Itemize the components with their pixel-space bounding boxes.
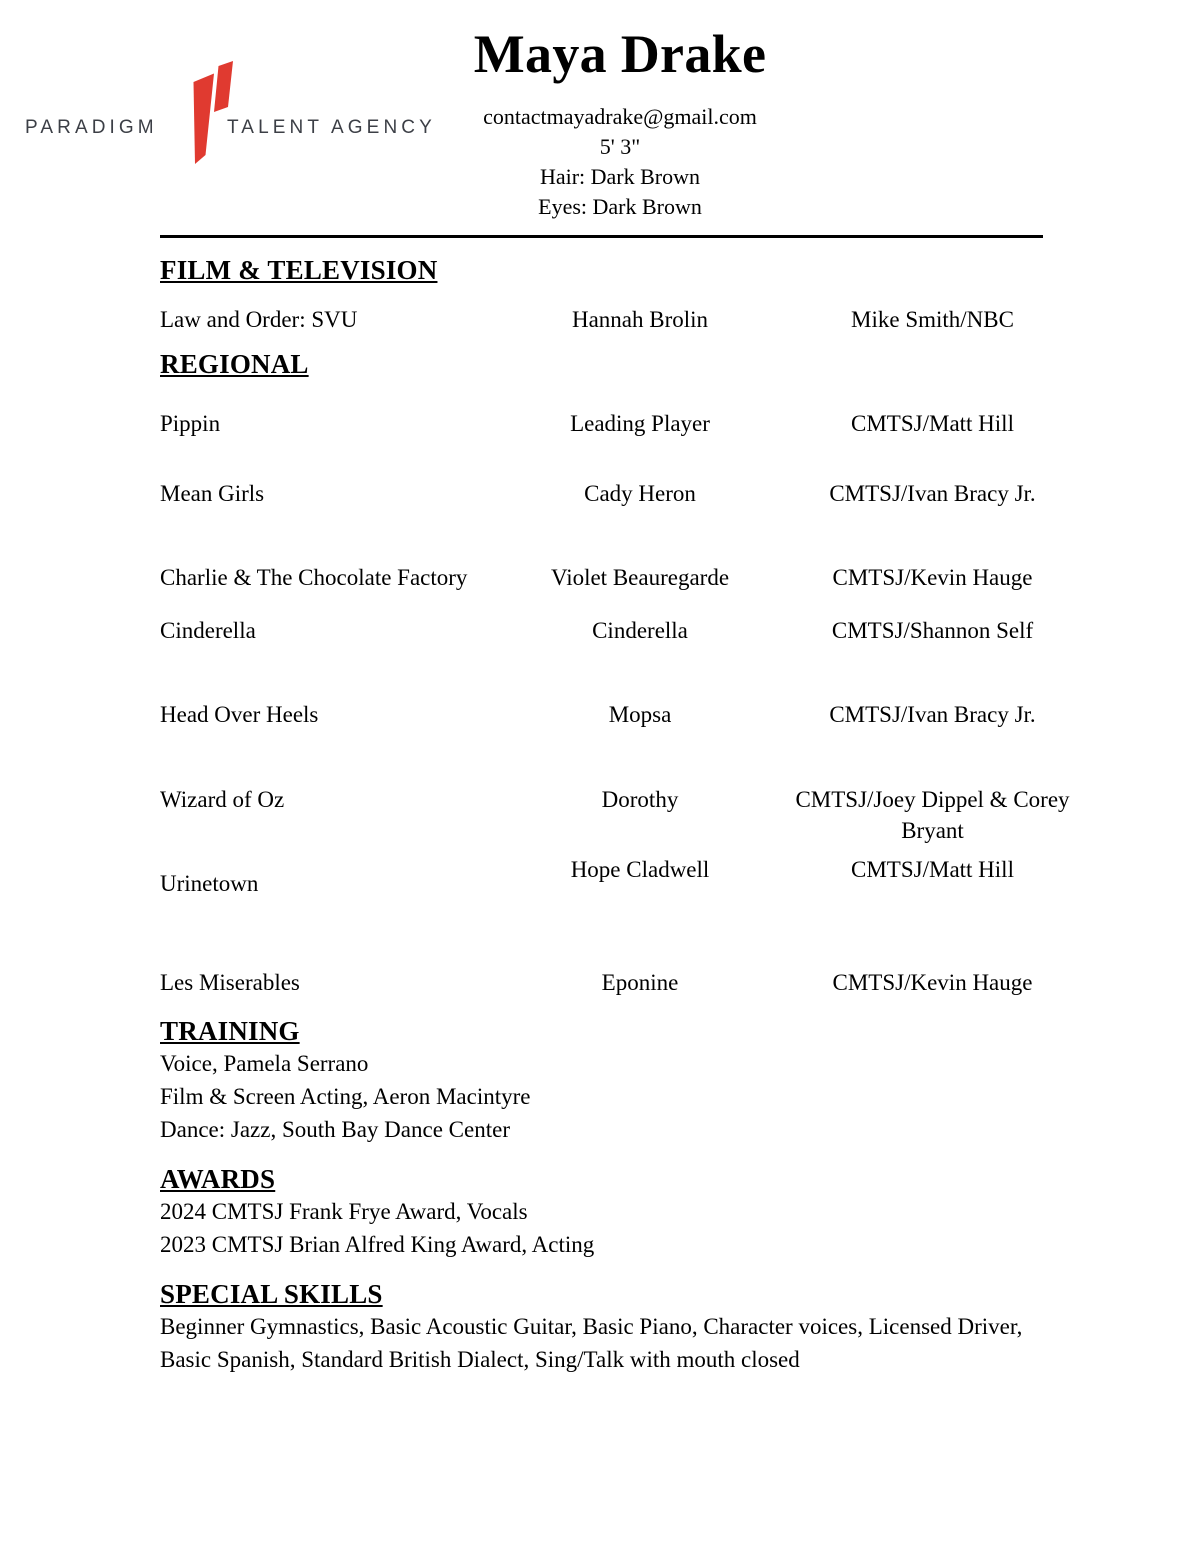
special-skills-body: Beginner Gymnastics, Basic Acoustic Guitar, Basic Piano, Character voices, Licensed Driver, Basic Spanish, Standard British Dialect, Sing/Talk with mouth closed [160, 1314, 1023, 1372]
credit-role: Dorothy [601, 787, 679, 812]
paradigm-flag-icon [178, 60, 236, 164]
credit-company: CMTSJ/Shannon Self [831, 618, 1034, 643]
credit-role: Hope Cladwell [570, 857, 710, 882]
training-line: Voice, Pamela Serrano [160, 1051, 369, 1076]
credit-show: Urinetown [160, 871, 259, 896]
credit-company: Mike Smith/NBC [851, 307, 1014, 332]
credit-role: Eponine [601, 970, 679, 995]
credit-company: CMTSJ/Joey Dippel & Corey Bryant [795, 787, 1070, 843]
page-title: Maya Drake [473, 24, 767, 84]
credit-role: Violet Beauregarde [550, 565, 730, 590]
contact-eyes: Eyes: Dark Brown [538, 194, 702, 219]
table-row [160, 478, 1090, 509]
table-row [160, 615, 1090, 646]
header-divider [160, 235, 1043, 238]
section-special-skills [0, 1279, 1200, 1376]
table-row [160, 408, 1090, 439]
section-awards [0, 1164, 1200, 1261]
table-row [160, 304, 1090, 335]
contact-height: 5' 3" [599, 134, 641, 159]
table-row [160, 699, 1090, 730]
credit-show: Head Over Heels [160, 702, 319, 727]
award-line: 2023 CMTSJ Brian Alfred King Award, Acting [160, 1232, 595, 1257]
credit-company: CMTSJ/Kevin Hauge [832, 565, 1033, 590]
credit-role: Hannah Brolin [571, 307, 709, 332]
awards-heading-row [160, 1164, 1200, 1195]
award-line: 2024 CMTSJ Frank Frye Award, Vocals [160, 1199, 528, 1224]
credit-company: CMTSJ/Matt Hill [851, 411, 1014, 436]
contact-details [420, 102, 820, 222]
agency-name-left: PARADIGM [25, 117, 158, 138]
credit-role: Cady Heron [584, 481, 696, 506]
training-heading-row [160, 1016, 1200, 1047]
table-row [160, 784, 1090, 846]
contact-email: contactmayadrake@gmail.com [483, 104, 757, 129]
credit-show: Mean Girls [160, 481, 265, 506]
film-tv-heading-row [160, 255, 1200, 286]
credit-show: Pippin [160, 411, 221, 436]
credit-role: Cinderella [592, 618, 688, 643]
credit-show: Charlie & The Chocolate Factory [160, 565, 468, 590]
table-row [160, 854, 1090, 899]
credit-company: CMTSJ/Ivan Bracy Jr. [829, 702, 1036, 727]
section-training [0, 1016, 1200, 1146]
table-row [160, 562, 1090, 593]
section-film-television [0, 255, 1200, 335]
credit-show: Les Miserables [160, 970, 300, 995]
credit-role: Leading Player [570, 411, 710, 436]
training-line: Film & Screen Acting, Aeron Macintyre [160, 1084, 531, 1109]
resume-body [0, 255, 1200, 1376]
section-heading-special-skills: SPECIAL SKILLS [160, 1279, 383, 1309]
agency-name-right: TALENT AGENCY [227, 117, 436, 138]
training-line: Dance: Jazz, South Bay Dance Center [160, 1117, 510, 1142]
credit-show: Cinderella [160, 618, 256, 643]
credit-show: Wizard of Oz [160, 787, 285, 812]
credit-show: Law and Order: SVU [160, 307, 358, 332]
regional-heading-row [160, 349, 1200, 380]
section-heading-film-television: FILM & TELEVISION [160, 255, 438, 285]
special-skills-heading-row [160, 1279, 1200, 1310]
table-row [160, 967, 1090, 998]
credit-company: CMTSJ/Matt Hill [851, 857, 1014, 882]
section-heading-training: TRAINING [160, 1016, 300, 1046]
section-heading-regional: REGIONAL [160, 349, 309, 379]
credit-role: Mopsa [608, 702, 672, 727]
credit-company: CMTSJ/Ivan Bracy Jr. [829, 481, 1036, 506]
agency-logo [22, 30, 436, 140]
resume-header [0, 0, 1200, 219]
contact-hair: Hair: Dark Brown [539, 164, 701, 189]
credit-company: CMTSJ/Kevin Hauge [832, 970, 1033, 995]
section-heading-awards: AWARDS [160, 1164, 276, 1194]
section-regional [0, 349, 1200, 998]
